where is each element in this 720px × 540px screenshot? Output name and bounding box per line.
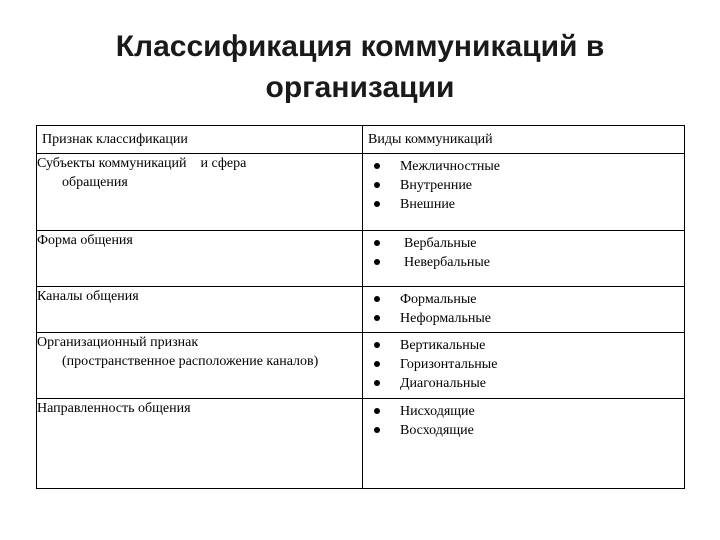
bullet-icon — [374, 201, 380, 207]
list-item: Неформальные — [363, 309, 684, 328]
bullet-icon — [374, 182, 380, 188]
table-row — [37, 399, 685, 489]
list-item: Внутренние — [363, 176, 684, 195]
criterion-cell — [37, 333, 363, 399]
criterion-cell — [37, 231, 363, 287]
types-cell — [363, 231, 685, 287]
criterion-text: Каналы общения — [37, 289, 139, 304]
types-cell — [363, 154, 685, 231]
bullet-icon — [374, 240, 380, 246]
types-cell — [363, 333, 685, 399]
header-criterion: Признак классификации — [37, 126, 363, 154]
list-item: Нисходящие — [363, 402, 684, 421]
list-item: Невербальные — [363, 253, 684, 272]
bullet-icon — [374, 163, 380, 169]
slide-title-line-1: Классификация коммуникаций в — [115, 30, 605, 63]
criterion-text: Форма общения — [37, 233, 133, 248]
bullet-icon — [374, 427, 380, 433]
list-item: Вербальные — [363, 234, 684, 253]
table-header-row — [37, 126, 685, 154]
classification-table — [36, 125, 685, 489]
criterion-cell — [37, 287, 363, 333]
table-row — [37, 231, 685, 287]
header-types: Виды коммуникаций — [363, 126, 685, 154]
types-cell — [363, 287, 685, 333]
criterion-text: Субъекты коммуникаций — [37, 156, 187, 171]
bullet-icon — [374, 361, 380, 367]
table-row — [37, 287, 685, 333]
table-row — [37, 333, 685, 399]
slide-title — [60, 26, 660, 108]
types-cell — [363, 399, 685, 489]
list-item: Межличностные — [363, 157, 684, 176]
bullet-icon — [374, 342, 380, 348]
criterion-text: Направленность общения — [37, 401, 191, 416]
bullet-icon — [374, 259, 380, 265]
list-item: Восходящие — [363, 421, 684, 440]
list-item: Формальные — [363, 290, 684, 309]
criterion-continuation: обращения — [62, 175, 128, 190]
table-row — [37, 154, 685, 231]
bullet-icon — [374, 408, 380, 414]
list-item: Диагональные — [363, 374, 684, 393]
criterion-cell — [37, 154, 363, 231]
bullet-icon — [374, 315, 380, 321]
bullet-icon — [374, 296, 380, 302]
list-item: Внешние — [363, 195, 684, 214]
criterion-text: Организационный признак — [37, 335, 199, 350]
criterion-continuation: (пространственное расположение каналов) — [62, 354, 319, 369]
list-item: Горизонтальные — [363, 355, 684, 374]
list-item: Вертикальные — [363, 336, 684, 355]
criterion-cell — [37, 399, 363, 489]
criterion-text: и сфера — [200, 156, 247, 171]
slide-title-line-2: организации — [265, 71, 455, 104]
bullet-icon — [374, 380, 380, 386]
